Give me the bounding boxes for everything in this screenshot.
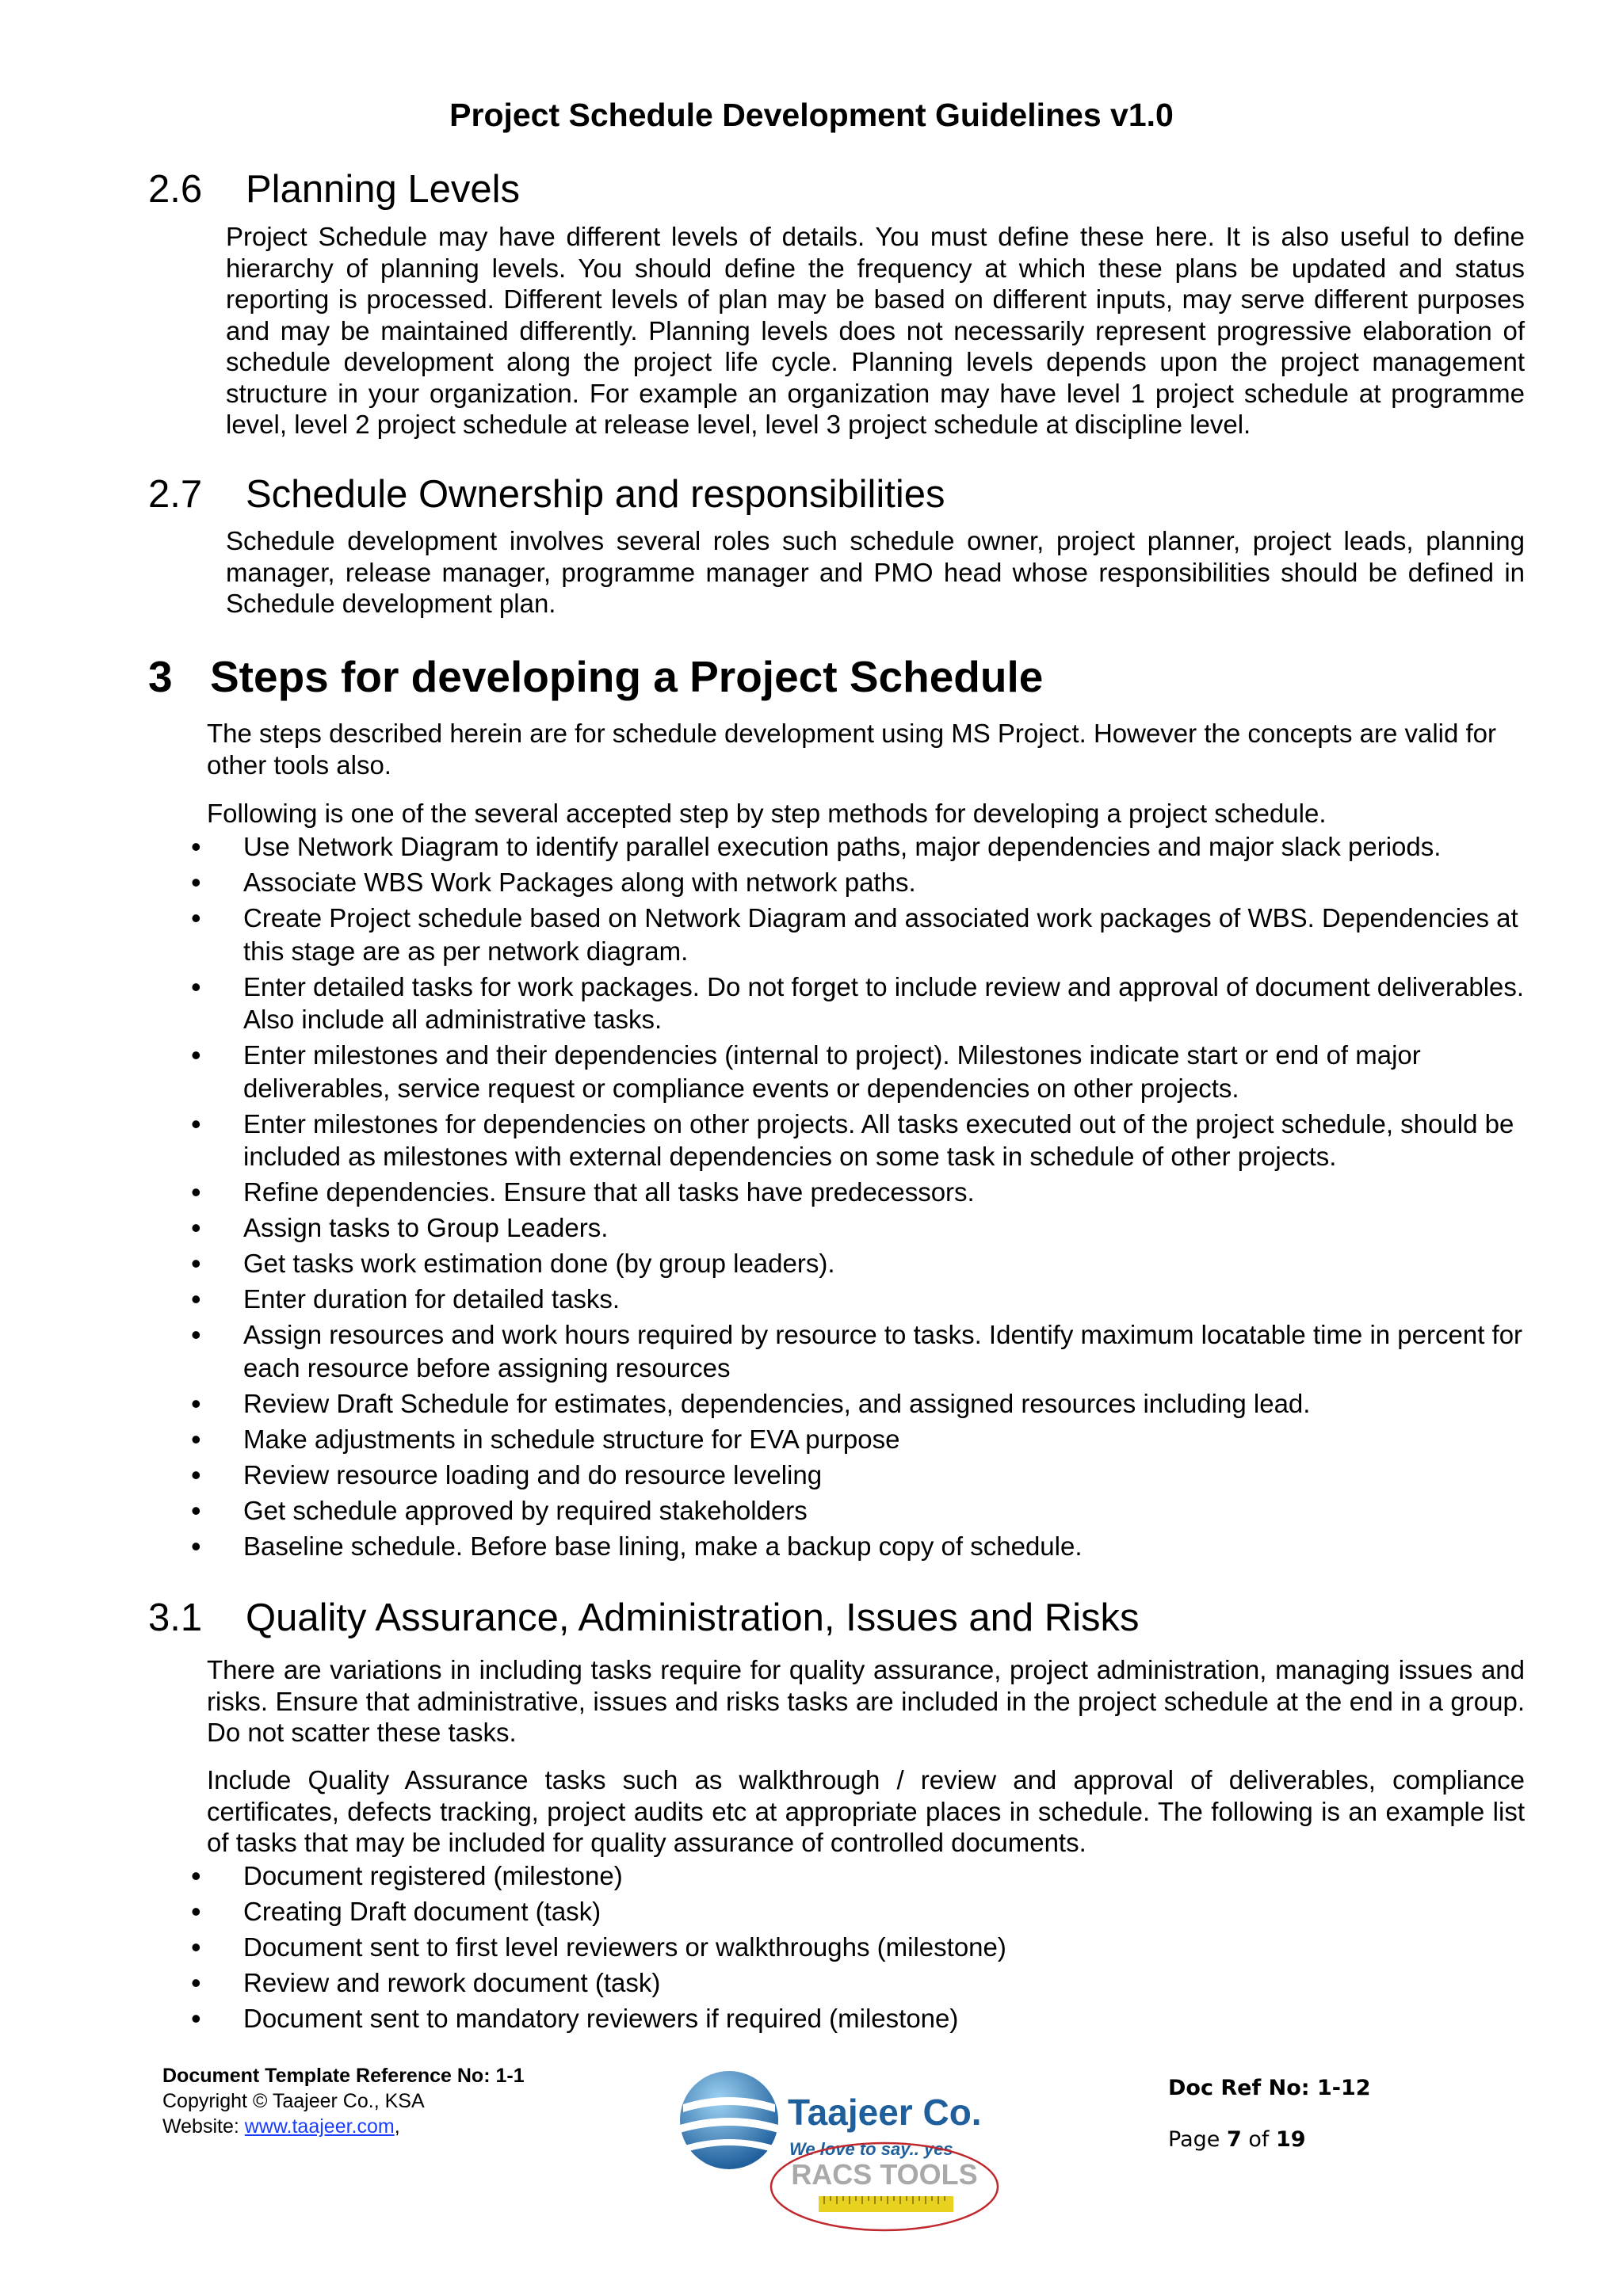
list-item: • Document sent to first level reviewers or walkthroughs (milestone) [191, 1931, 1538, 1964]
list-item: • Get tasks work estimation done (by group leaders). [191, 1247, 1538, 1280]
website-line [162, 2114, 525, 2139]
list-item: • Document sent to mandatory reviewers if required (milestone) [191, 2002, 1538, 2035]
list-item: • Get schedule approved by required stakeholders [191, 1494, 1538, 1527]
page-prefix: Page [1168, 2127, 1227, 2152]
page-total: 19 [1275, 2127, 1306, 2152]
template-reference: Document Template Reference No: 1-1 [162, 2065, 525, 2087]
section-title: Quality Assurance, Administration, Issues and Risks [246, 1596, 1140, 1639]
page-of: of [1241, 2127, 1276, 2152]
list-item: • Baseline schedule. Before base lining, make a backup copy of schedule. [191, 1530, 1538, 1563]
section-3-intro-1: The steps described herein are for schedule development using MS Project. However the concepts are valid for other tools also. [207, 719, 1497, 780]
list-item: • Creating Draft document (task) [191, 1895, 1538, 1928]
steps-list [191, 830, 1538, 1566]
stamp-text: RACS TOOLS [791, 2158, 978, 2191]
section-3-1-heading [148, 1596, 1575, 1643]
list-item: • Refine dependencies. Ensure that all tasks have predecessors. [191, 1176, 1538, 1209]
doc-reference: Doc Ref No: 1-12 [1168, 2076, 1371, 2100]
website-link[interactable]: www.taajeer.com [244, 2115, 395, 2138]
section-2-6-body: Project Schedule may have different levels of details. You must define these here. It is also useful to define hierarchy of planning levels. You should define the frequency at which these plans be updated and status reporting is processed. Different levels of plan may be based on different inputs, may serve different purposes and may be maintained differently. Planning levels does not necessarily represent progressive elaboration of schedule development along the project life cycle. Planning levels depends upon the project management structure in your organization. For example an organization may have level 1 project schedule at programme level, level 2 project schedule at release level, level 3 project schedule at discipline level. [226, 222, 1525, 439]
section-title: Schedule Ownership and responsibilities [246, 473, 945, 516]
section-2-7-body: Schedule development involves several roles such schedule owner, project planner, project leads, planning manager, release manager, programme manager and PMO head whose responsibilities should be defined in Schedule development plan. [226, 526, 1525, 618]
page-number [1168, 2127, 1306, 2152]
section-2-6-heading [148, 167, 1575, 215]
copyright-notice: Copyright © Taajeer Co., KSA [162, 2090, 425, 2112]
section-3-1-body-1: There are variations in including tasks require for quality assurance, project administration, managing issues and risks. Ensure that administrative, issues and risks tasks are included in the project schedule at the end in a group. Do not scatter these tasks. [207, 1655, 1525, 1747]
section-3-heading [148, 651, 1575, 707]
footer-document-info [162, 2063, 525, 2139]
list-item: • Assign resources and work hours required by resource to tasks. Identify maximum locatable time in percent for each resource before assigning resources [191, 1318, 1538, 1384]
section-3-1-body-2: Include Quality Assurance tasks such as walkthrough / review and approval of deliverables, compliance certificates, defects tracking, project audits etc at appropriate places in schedule. The following is an example list of tasks that may be included for quality assurance of controlled documents. [207, 1765, 1525, 1857]
website-suffix: , [394, 2115, 400, 2138]
list-item: • Enter detailed tasks for work packages. Do not forget to include review and approval of document deliverables. Also include all administrative tasks. [191, 971, 1538, 1036]
section-number: 2.7 [148, 473, 203, 516]
list-item: • Use Network Diagram to identify parallel execution paths, major dependencies and major slack periods. [191, 830, 1538, 864]
list-item: • Make adjustments in schedule structure for EVA purpose [191, 1423, 1538, 1456]
section-3-intro-2: Following is one of the several accepted step by step methods for developing a project schedule. [207, 799, 1327, 828]
list-item: • Assign tasks to Group Leaders. [191, 1211, 1538, 1245]
list-item: • Document registered (milestone) [191, 1859, 1538, 1893]
logo-company-name: Taajeer Co. [788, 2092, 982, 2133]
list-item: • Review Draft Schedule for estimates, dependencies, and assigned resources including lead. [191, 1387, 1538, 1421]
list-item: • Review and rework document (task) [191, 1966, 1538, 2000]
list-item: • Enter milestones for dependencies on other projects. All tasks executed out of the project schedule, should be included as milestones with external dependencies on some task in schedule of other projects. [191, 1108, 1538, 1173]
website-label: Website: [162, 2115, 245, 2138]
section-number: 3 [148, 652, 173, 701]
list-item: • Review resource loading and do resource leveling [191, 1459, 1538, 1492]
list-item: • Create Project schedule based on Network Diagram and associated work packages of WBS. Dependencies at this stage are as per network diagram. [191, 902, 1538, 967]
section-number: 2.6 [148, 168, 203, 211]
page-current: 7 [1226, 2127, 1242, 2152]
list-item: • Enter milestones and their dependencies (internal to project). Milestones indicate start or end of major deliverables, service request or compliance events or dependencies on other projects. [191, 1039, 1538, 1104]
section-number: 3.1 [148, 1596, 203, 1639]
section-title: Planning Levels [246, 168, 520, 211]
logo-tagline: We love to say.. yes [789, 2139, 953, 2159]
list-item: • Enter duration for detailed tasks. [191, 1283, 1538, 1316]
document-title: Project Schedule Development Guidelines v1.0 [449, 97, 1174, 133]
taajeer-logo [672, 2069, 1116, 2295]
list-item: • Associate WBS Work Packages along with network paths. [191, 866, 1538, 899]
section-title: Steps for developing a Project Schedule [210, 652, 1044, 701]
section-2-7-heading [148, 472, 1575, 520]
wave-emblem-icon [680, 2071, 778, 2169]
qa-tasks-list [191, 1859, 1538, 2038]
